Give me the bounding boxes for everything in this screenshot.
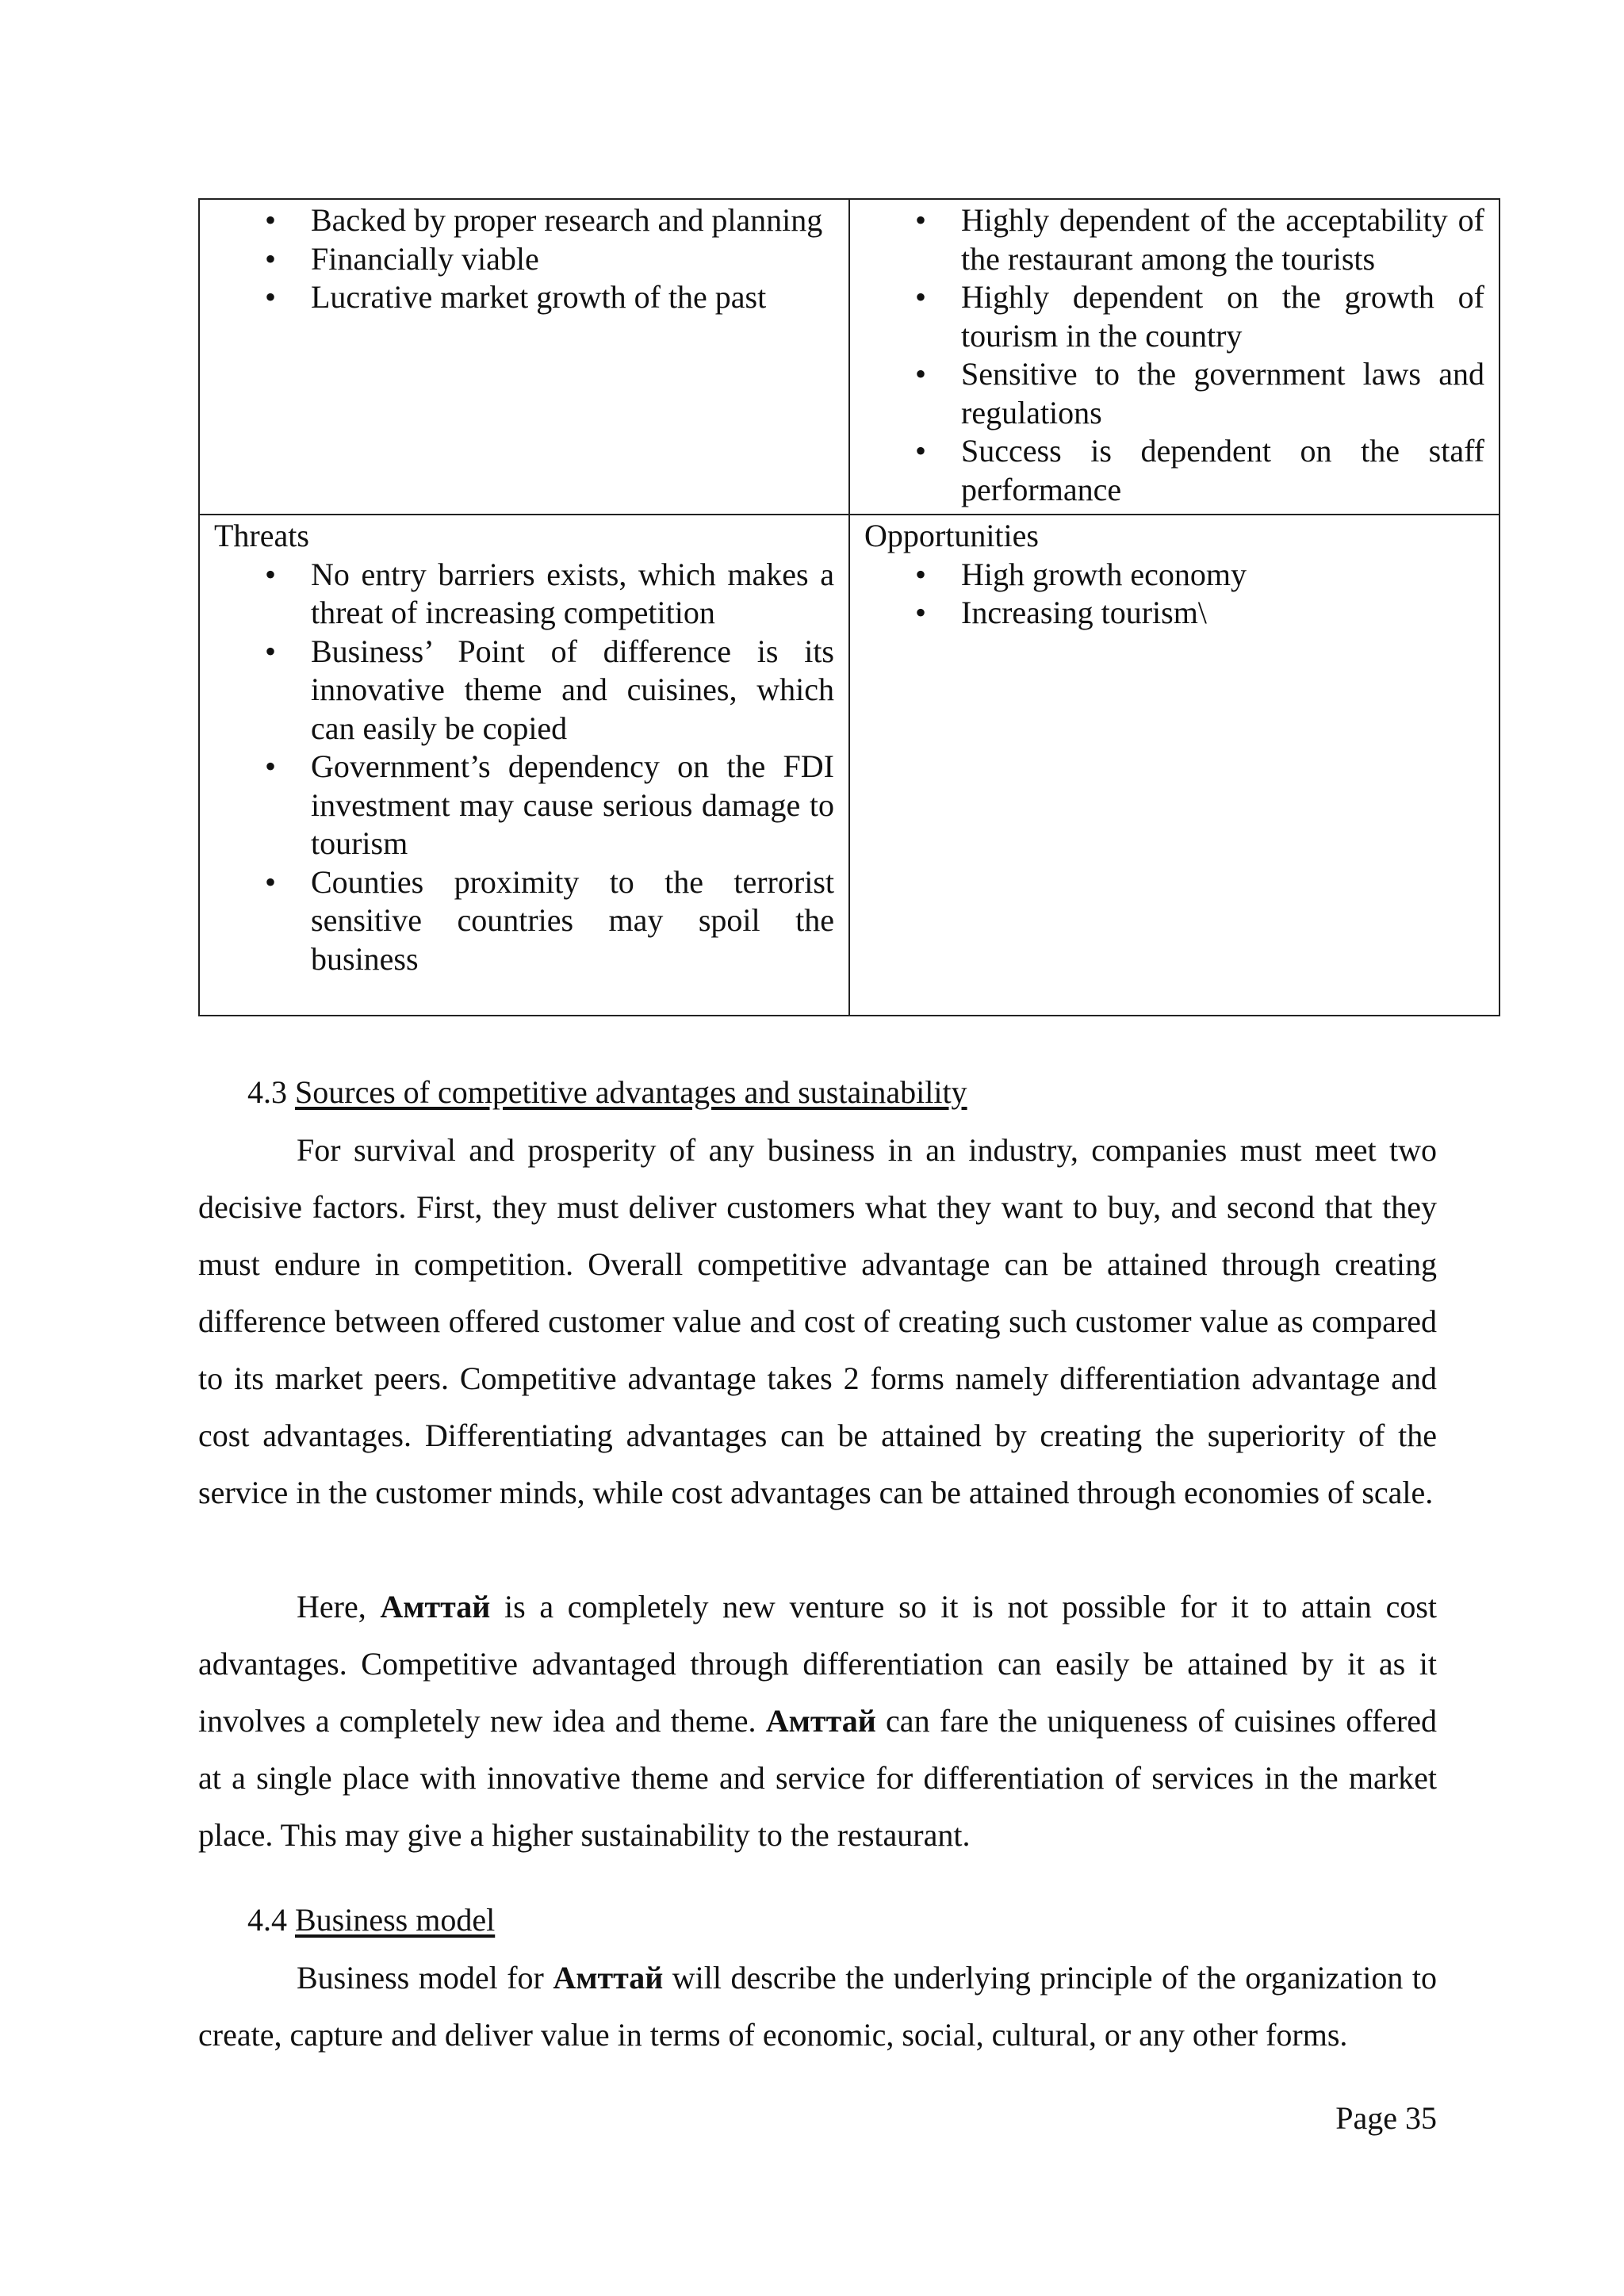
bullet-icon: • [265,279,277,315]
list-item: • Financially viable [214,240,834,279]
bullet-icon: • [915,356,927,392]
bullet-icon: • [915,279,927,315]
paragraph-4-3-1: For survival and prosperity of any business in an industry, companies must meet two decisive factors. First, they must deliver customers what they want to buy, and second that they must endure in competition. Overall competitive advantage can be attained through creating difference between offered customer value and cost of creating such customer value as compared to its market peers. Competitive advantage takes 2 forms namely differentiation advantage and cost advantages. Differentiating advantages can be attained by creating the superiority of the service in the customer minds, while cost advantages can be attained through economies of scale. [198,1132,1437,1510]
list-item: • Lucrative market growth of the past [214,278,834,317]
list-item: • Sensitive to the government laws and regulations [915,356,1484,430]
list-item: • Success is dependent on the staff performance [915,433,1484,507]
bullet-icon: • [915,202,927,238]
brand-name: Амттай [553,1960,664,1996]
list-item: • Counties proximity to the terrorist sensitive countries may spoil the business [265,863,834,977]
section-title: Business model [295,1902,496,1938]
weaknesses-cell [849,199,1500,515]
list-item: • High growth economy [864,556,1484,595]
brand-name: Амттай [765,1703,876,1739]
bullet-icon: • [915,433,927,469]
weaknesses-list [864,201,1484,509]
bullet-icon: • [265,202,277,238]
threats-list [214,556,834,979]
bullet-icon: • [915,556,927,592]
swot-row-bottom [199,515,1500,1016]
section-number: 4.4 [247,1902,287,1938]
bullet-icon: • [915,595,927,630]
swot-table [198,198,1500,1016]
opportunities-list [864,556,1484,633]
paragraph-4-4-1: Business model for Амттай will describe the underlying principle of the organization to create, capture and deliver value in terms of economic, social, cultural, or any other forms. [198,1960,1437,2053]
bullet-icon: • [265,633,277,669]
brand-name: Амттай [380,1589,491,1624]
bullet-icon: • [265,748,277,784]
list-item: • Backed by proper research and planning [214,201,834,240]
list-item: • Increasing tourism\ [864,594,1484,633]
list-item: • Business’ Point of difference is its innovative theme and cuisines, which can easily be copied [265,633,834,746]
list-item: • Government’s dependency on the FDI investment may cause serious damage to tourism [265,748,834,861]
threats-title: Threats [214,518,309,553]
section-heading-4-4 [247,1901,495,1939]
threats-cell [199,515,849,1016]
section-title: Sources of competitive advantages and sustainability [295,1074,967,1110]
paragraph-4-3-2: Here, Амттай is a completely new venture so it is not possible for it to attain cost advantages. Competitive advantaged through differentiation can easily be attained by it as it involves a completely new idea and theme. Амттай can fare the uniqueness of cuisines offered at a single place with innovative theme and service for differentiation of services in the market place. This may give a higher sustainability to the restaurant. [198,1589,1437,1853]
list-item: • No entry barriers exists, which makes a threat of increasing competition [265,556,834,630]
list-item: • Highly dependent of the acceptability of the restaurant among the tourists [915,202,1484,277]
list-item: • Highly dependent on the growth of tourism in the country [915,279,1484,354]
section-number: 4.3 [247,1074,287,1110]
opportunities-cell [849,515,1500,1016]
bullet-icon: • [265,863,277,900]
opportunities-title: Opportunities [864,518,1039,553]
bullet-icon: • [265,556,277,592]
swot-row-top [199,199,1500,515]
strengths-cell [199,199,849,515]
bullet-icon: • [265,240,277,277]
page-number: Page 35 [1335,2100,1437,2136]
strengths-list [214,201,834,317]
section-heading-4-3 [247,1073,967,1112]
